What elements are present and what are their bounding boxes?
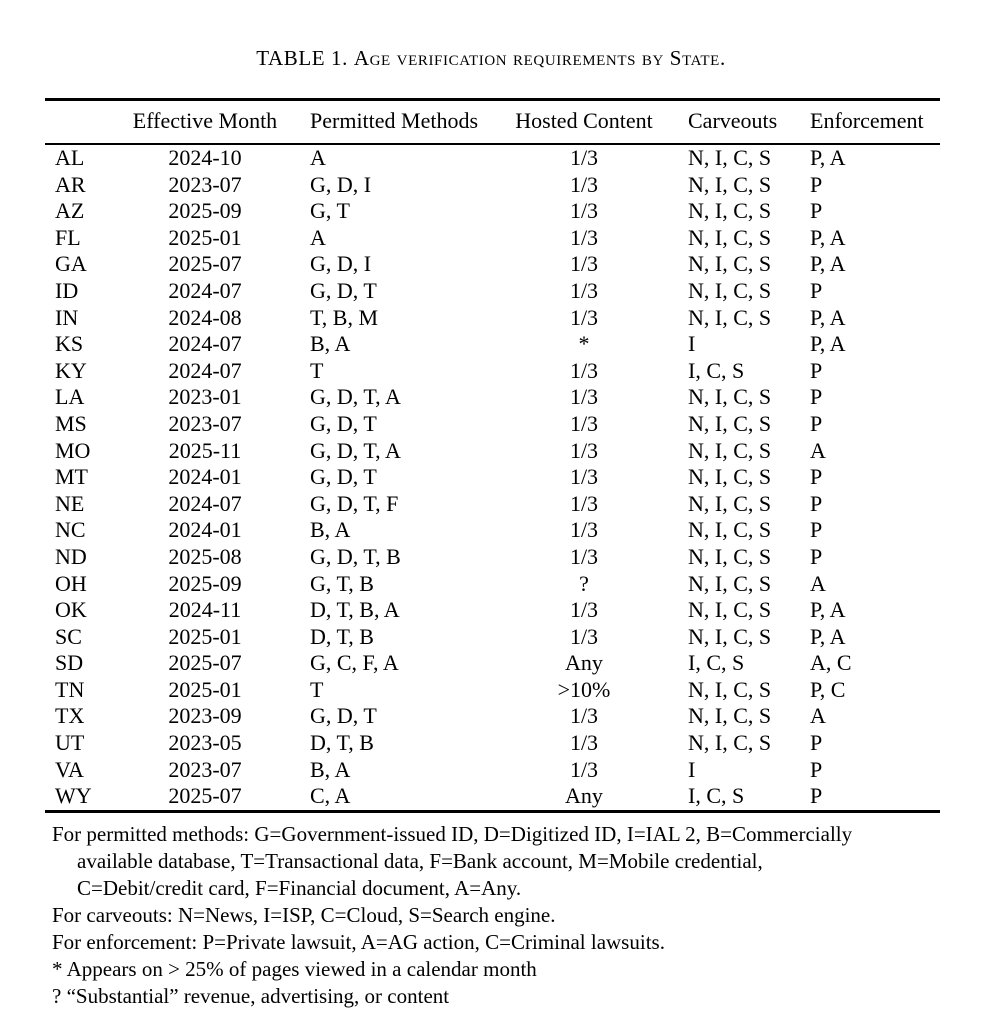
footnote-line: For permitted methods: G=Government-issued ID, D=Digitized ID, I=IAL 2, B=Commercially — [52, 822, 853, 846]
table-body — [45, 145, 940, 813]
enforcement-cell: P, A — [810, 597, 846, 623]
enforcement-cell: P, C — [810, 676, 846, 702]
enforcement-cell: A — [810, 703, 826, 729]
effective-month-cell: 2025-07 — [168, 783, 242, 809]
enforcement-cell: P — [810, 490, 823, 516]
carveouts-cell: N, I, C, S — [688, 437, 772, 463]
footnote-line: ? “Substantial” revenue, advertising, or content — [52, 984, 450, 1008]
effective-month-cell: 2024-01 — [168, 517, 242, 543]
hosted-content-cell: 1/3 — [569, 464, 599, 490]
hosted-content-cell: 1/3 — [569, 198, 599, 224]
enforcement-cell: P — [810, 783, 823, 809]
permitted-methods-cell: T, B, M — [310, 304, 379, 330]
hosted-content-cell: 1/3 — [569, 171, 599, 197]
state-cell: MS — [55, 410, 87, 436]
header-effective-month: Effective Month — [132, 108, 278, 133]
carveouts-cell: N, I, C, S — [688, 543, 772, 569]
permitted-methods-cell: G, C, F, A — [310, 650, 399, 676]
state-cell: OH — [55, 570, 87, 596]
table-row — [45, 358, 940, 385]
footnote-line: For enforcement: P=Private lawsuit, A=AG action, C=Criminal lawsuits. — [52, 930, 665, 954]
enforcement-cell: P — [810, 357, 823, 383]
table-row — [45, 703, 940, 730]
carveouts-cell: I — [688, 331, 696, 357]
permitted-methods-cell: G, D, T — [310, 703, 377, 729]
effective-month-cell: 2024-07 — [168, 357, 242, 383]
carveouts-cell: N, I, C, S — [688, 251, 772, 277]
carveouts-cell: N, I, C, S — [688, 198, 772, 224]
permitted-methods-cell: G, D, T, A — [310, 384, 401, 410]
effective-month-cell: 2023-01 — [168, 384, 242, 410]
hosted-content-cell: 1/3 — [569, 224, 599, 250]
carveouts-cell: N, I, C, S — [688, 730, 772, 756]
table-title — [0, 46, 982, 71]
hosted-content-cell: * — [578, 331, 590, 357]
carveouts-cell: N, I, C, S — [688, 676, 772, 702]
carveouts-cell: N, I, C, S — [688, 464, 772, 490]
enforcement-cell: P, A — [810, 224, 846, 250]
effective-month-cell: 2025-09 — [168, 570, 242, 596]
permitted-methods-cell: D, T, B — [310, 623, 374, 649]
footnote-line: * Appears on > 25% of pages viewed in a calendar month — [52, 957, 537, 981]
footnotes — [52, 821, 947, 1010]
hosted-content-cell: 1/3 — [569, 543, 599, 569]
carveouts-cell: I, C, S — [688, 357, 745, 383]
enforcement-cell: P, A — [810, 623, 846, 649]
carveouts-cell: N, I, C, S — [688, 304, 772, 330]
header-state — [45, 101, 130, 143]
permitted-methods-cell: G, T, B — [310, 570, 374, 596]
permitted-methods-cell: G, D, T — [310, 464, 377, 490]
permitted-methods-cell: G, D, T, A — [310, 437, 401, 463]
permitted-methods-cell: B, A — [310, 331, 351, 357]
state-cell: VA — [55, 756, 84, 782]
table-row — [45, 624, 940, 651]
carveouts-cell: N, I, C, S — [688, 410, 772, 436]
carveouts-cell: N, I, C, S — [688, 597, 772, 623]
carveouts-cell: N, I, C, S — [688, 384, 772, 410]
hosted-content-cell: 1/3 — [569, 277, 599, 303]
effective-month-cell: 2024-01 — [168, 464, 242, 490]
permitted-methods-cell: T — [310, 357, 324, 383]
carveouts-cell: N, I, C, S — [688, 145, 772, 170]
hosted-content-cell: 1/3 — [569, 145, 599, 170]
table-row — [45, 544, 940, 571]
table-row — [45, 677, 940, 704]
effective-month-cell: 2023-09 — [168, 703, 242, 729]
permitted-methods-cell: D, T, B, A — [310, 597, 400, 623]
table-row — [45, 491, 940, 518]
hosted-content-cell: 1/3 — [569, 756, 599, 782]
state-cell: LA — [55, 384, 85, 410]
hosted-content-cell: 1/3 — [569, 490, 599, 516]
permitted-methods-cell: D, T, B — [310, 730, 374, 756]
table-row — [45, 278, 940, 305]
hosted-content-cell: 1/3 — [569, 703, 599, 729]
table-header-row — [45, 101, 940, 145]
table-row — [45, 783, 940, 810]
hosted-content-cell: >10% — [557, 676, 611, 702]
enforcement-cell: P, A — [810, 331, 846, 357]
effective-month-cell: 2024-11 — [168, 597, 242, 623]
permitted-methods-cell: G, D, T — [310, 277, 377, 303]
permitted-methods-cell: G, T — [310, 198, 350, 224]
enforcement-cell: A — [810, 570, 826, 596]
permitted-methods-cell: G, D, T, B — [310, 543, 401, 569]
table-row — [45, 730, 940, 757]
state-cell: OK — [55, 597, 87, 623]
carveouts-cell: N, I, C, S — [688, 490, 772, 516]
state-cell: NE — [55, 490, 85, 516]
age-verification-table — [45, 98, 940, 813]
effective-month-cell: 2025-08 — [168, 543, 242, 569]
carveouts-cell: N, I, C, S — [688, 703, 772, 729]
effective-month-cell: 2025-09 — [168, 198, 242, 224]
permitted-methods-cell: A — [310, 145, 326, 170]
effective-month-cell: 2024-10 — [168, 145, 242, 170]
hosted-content-cell: 1/3 — [569, 357, 599, 383]
header-hosted-content: Hosted Content — [515, 108, 653, 133]
effective-month-cell: 2024-07 — [168, 331, 242, 357]
table-row — [45, 517, 940, 544]
effective-month-cell: 2024-07 — [168, 277, 242, 303]
effective-month-cell: 2025-01 — [168, 623, 242, 649]
hosted-content-cell: 1/3 — [569, 251, 599, 277]
state-cell: AZ — [55, 198, 85, 224]
enforcement-cell: P, A — [810, 304, 846, 330]
table-row — [45, 198, 940, 225]
effective-month-cell: 2024-08 — [168, 304, 242, 330]
state-cell: WY — [55, 783, 92, 809]
table-row — [45, 384, 940, 411]
hosted-content-cell: 1/3 — [569, 517, 599, 543]
enforcement-cell: P — [810, 198, 823, 224]
table-row — [45, 305, 940, 332]
table-row — [45, 331, 940, 358]
footnote-line: available database, T=Transactional data, F=Bank account, M=Mobile credential, — [77, 849, 763, 873]
table-caption: Age verification requirements by State. — [353, 46, 726, 70]
permitted-methods-cell: G, D, T — [310, 410, 377, 436]
carveouts-cell: N, I, C, S — [688, 623, 772, 649]
footnote-line: C=Debit/credit card, F=Financial document, A=Any. — [77, 876, 522, 900]
state-cell: SD — [55, 650, 84, 676]
permitted-methods-cell: A — [310, 224, 326, 250]
state-cell: AR — [55, 171, 86, 197]
permitted-methods-cell: B, A — [310, 756, 351, 782]
table-row — [45, 145, 940, 172]
carveouts-cell: N, I, C, S — [688, 570, 772, 596]
enforcement-cell: P — [810, 171, 823, 197]
state-cell: MT — [55, 464, 88, 490]
carveouts-cell: N, I, C, S — [688, 224, 772, 250]
effective-month-cell: 2023-07 — [168, 756, 242, 782]
state-cell: IN — [55, 304, 79, 330]
state-cell: AL — [55, 145, 85, 170]
permitted-methods-cell: G, D, I — [310, 171, 372, 197]
state-cell: NC — [55, 517, 86, 543]
hosted-content-cell: 1/3 — [569, 730, 599, 756]
enforcement-cell: P — [810, 756, 823, 782]
table-row — [45, 251, 940, 278]
hosted-content-cell: 1/3 — [569, 597, 599, 623]
enforcement-cell: P — [810, 543, 823, 569]
carveouts-cell: N, I, C, S — [688, 517, 772, 543]
hosted-content-cell: 1/3 — [569, 304, 599, 330]
permitted-methods-cell: G, D, T, F — [310, 490, 399, 516]
state-cell: KY — [55, 357, 87, 383]
effective-month-cell: 2025-07 — [168, 251, 242, 277]
table-row — [45, 411, 940, 438]
permitted-methods-cell: G, D, I — [310, 251, 372, 277]
effective-month-cell: 2023-07 — [168, 410, 242, 436]
table-row — [45, 438, 940, 465]
effective-month-cell: 2025-01 — [168, 676, 242, 702]
header-permitted-methods: Permitted Methods — [310, 108, 479, 133]
effective-month-cell: 2024-07 — [168, 490, 242, 516]
state-cell: ID — [55, 277, 79, 303]
carveouts-cell: N, I, C, S — [688, 277, 772, 303]
hosted-content-cell: ? — [579, 570, 589, 596]
carveouts-cell: N, I, C, S — [688, 171, 772, 197]
hosted-content-cell: Any — [565, 650, 603, 676]
permitted-methods-cell: B, A — [310, 517, 351, 543]
table-row — [45, 757, 940, 784]
permitted-methods-cell: T — [310, 676, 324, 702]
hosted-content-cell: 1/3 — [569, 410, 599, 436]
header-carveouts: Carveouts — [688, 108, 778, 133]
enforcement-cell: A, C — [810, 650, 852, 676]
permitted-methods-cell: C, A — [310, 783, 351, 809]
enforcement-cell: P — [810, 410, 823, 436]
table-row — [45, 172, 940, 199]
header-enforcement: Enforcement — [810, 108, 924, 133]
state-cell: TX — [55, 703, 85, 729]
enforcement-cell: A — [810, 437, 826, 463]
hosted-content-cell: 1/3 — [569, 437, 599, 463]
carveouts-cell: I — [688, 756, 696, 782]
carveouts-cell: I, C, S — [688, 650, 745, 676]
enforcement-cell: P — [810, 464, 823, 490]
effective-month-cell: 2023-05 — [168, 730, 242, 756]
state-cell: UT — [55, 730, 85, 756]
footnote-line: For carveouts: N=News, I=ISP, C=Cloud, S=Search engine. — [52, 903, 556, 927]
enforcement-cell: P — [810, 277, 823, 303]
table-number-label: TABLE 1. — [256, 46, 348, 70]
table-row — [45, 571, 940, 598]
enforcement-cell: P — [810, 517, 823, 543]
state-cell: SC — [55, 623, 82, 649]
hosted-content-cell: Any — [565, 783, 603, 809]
enforcement-cell: P — [810, 730, 823, 756]
table-row — [45, 597, 940, 624]
carveouts-cell: I, C, S — [688, 783, 745, 809]
state-cell: ND — [55, 543, 87, 569]
hosted-content-cell: 1/3 — [569, 623, 599, 649]
state-cell: MO — [55, 437, 91, 463]
enforcement-cell: P, A — [810, 251, 846, 277]
enforcement-cell: P, A — [810, 145, 846, 170]
state-cell: KS — [55, 331, 84, 357]
state-cell: GA — [55, 251, 87, 277]
table-row — [45, 225, 940, 252]
hosted-content-cell: 1/3 — [569, 384, 599, 410]
state-cell: FL — [55, 224, 81, 250]
effective-month-cell: 2025-07 — [168, 650, 242, 676]
effective-month-cell: 2023-07 — [168, 171, 242, 197]
effective-month-cell: 2025-01 — [168, 224, 242, 250]
state-cell: TN — [55, 676, 85, 702]
enforcement-cell: P — [810, 384, 823, 410]
table-row — [45, 464, 940, 491]
effective-month-cell: 2025-11 — [168, 437, 242, 463]
table-row — [45, 650, 940, 677]
